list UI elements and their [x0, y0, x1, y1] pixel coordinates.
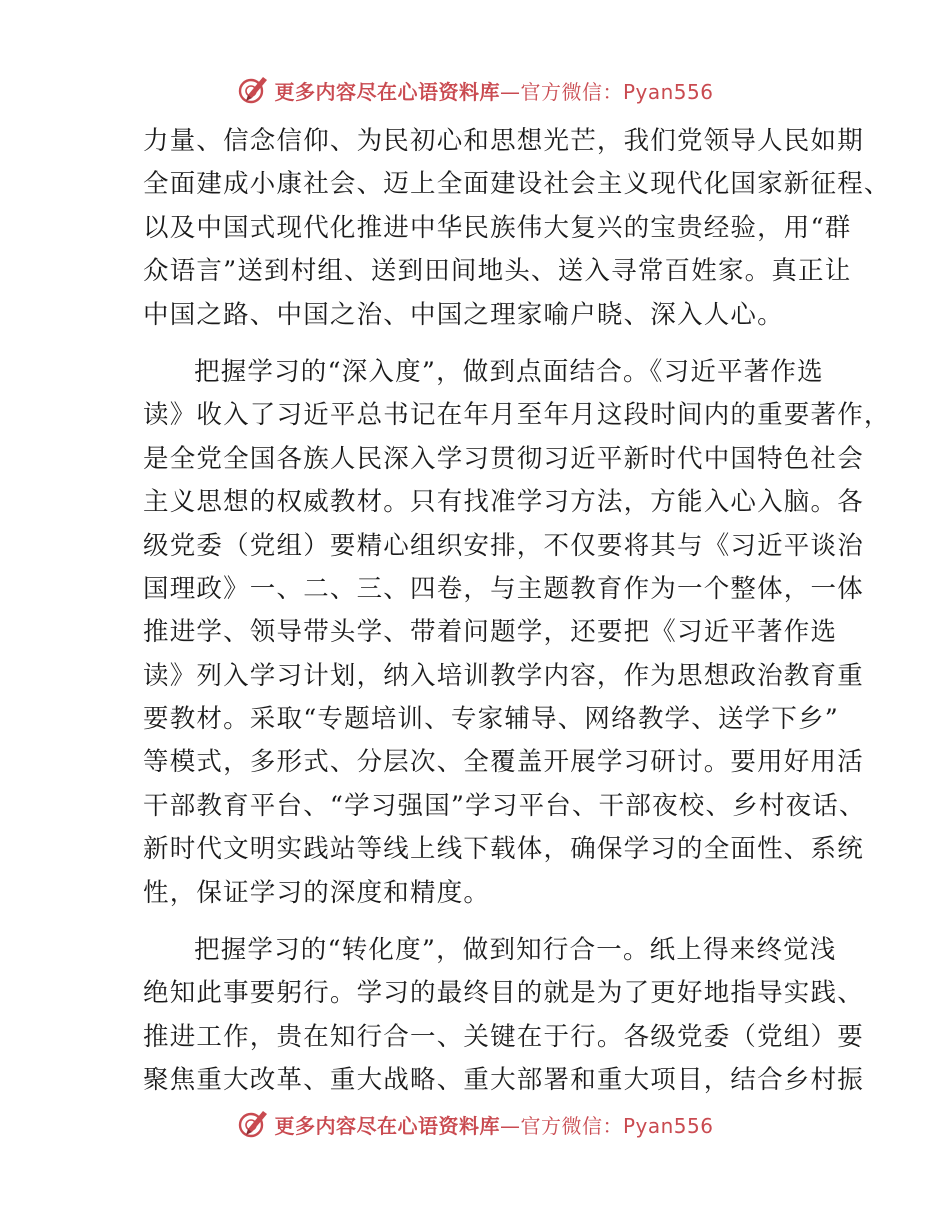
banner-separator: —: [499, 79, 521, 104]
text-line: 聚焦重大改革、重大战略、重大部署和重大项目，结合乡村振: [143, 1065, 864, 1096]
banner-main-text: 更多内容尽在心语资料库: [274, 79, 500, 104]
footer-watermark-banner: [0, 1104, 950, 1144]
text-line: 众语言”送到村组、送到田间地头、送入寻常百姓家。真正让: [143, 256, 852, 287]
pen-logo-icon: [236, 1107, 270, 1141]
text-line: 读》列入学习计划，纳入培训教学内容，作为思想政治教育重: [143, 660, 864, 691]
banner-wechat-text: 官方微信：Pyan556: [520, 79, 714, 104]
banner-main-text: 更多内容尽在心语资料库: [274, 1113, 500, 1138]
text-line: 是全党全国各族人民深入学习贯彻习近平新时代中国特色社会: [143, 443, 864, 474]
text-line: 级党委（党组）要精心组织安排，不仅要将其与《习近平谈治: [143, 530, 864, 561]
paragraph-gap: [143, 915, 813, 929]
paragraph-3: [143, 929, 864, 1103]
banner-text: [274, 1110, 713, 1139]
text-line: 国理政》一、二、三、四卷，与主题教育作为一个整体，一体: [143, 573, 864, 604]
text-line: 把握学习的“转化度”，做到知行合一。纸上得来终觉浅: [194, 935, 837, 966]
text-line: 要教材。采取“专题培训、专家辅导、网络教学、送学下乡”: [143, 704, 839, 735]
pen-logo-icon: [236, 73, 270, 107]
header-watermark-banner: [0, 70, 950, 110]
text-line: 以及中国式现代化推进中华民族伟大复兴的宝贵经验，用“群: [143, 212, 852, 243]
text-line: 新时代文明实践站等线上线下载体，确保学习的全面性、系统: [143, 834, 864, 865]
text-line: 中国之路、中国之治、中国之理家喻户晓、深入人心。: [143, 299, 784, 330]
text-line: 等模式，多形式、分层次、全覆盖开展学习研讨。要用好用活: [143, 747, 864, 778]
paragraph-2: [143, 351, 891, 915]
text-line: 力量、信念信仰、为民初心和思想光芒，我们党领导人民如期: [143, 126, 864, 156]
text-line: 把握学习的“深入度”，做到点面结合。《习近平著作选: [194, 356, 824, 387]
banner-text: [274, 76, 713, 105]
text-line: 干部教育平台、“学习强国”学习平台、干部夜校、乡村夜话、: [143, 790, 866, 821]
text-line: 性，保证学习的深度和精度。: [143, 877, 491, 908]
banner-wechat-text: 官方微信：Pyan556: [520, 1113, 714, 1138]
banner-separator: —: [499, 1113, 521, 1138]
text-line: 全面建成小康社会、迈上全面建设社会主义现代化国家新征程、: [143, 169, 891, 200]
paragraph-1: [143, 120, 891, 337]
document-body: [143, 120, 891, 1103]
paragraph-gap: [143, 337, 813, 351]
text-line: 推进工作，贵在知行合一、关键在于行。各级党委（党组）要: [143, 1021, 864, 1052]
text-line: 读》收入了习近平总书记在年月至年月这段时间内的重要著作，: [143, 400, 891, 431]
text-line: 推进学、领导带头学、带着问题学，还要把《习近平著作选: [143, 617, 838, 648]
text-line: 绝知此事要躬行。学习的最终目的就是为了更好地指导实践、: [143, 978, 864, 1009]
text-line: 主义思想的权威教材。只有找准学习方法，方能入心入脑。各: [143, 487, 864, 518]
